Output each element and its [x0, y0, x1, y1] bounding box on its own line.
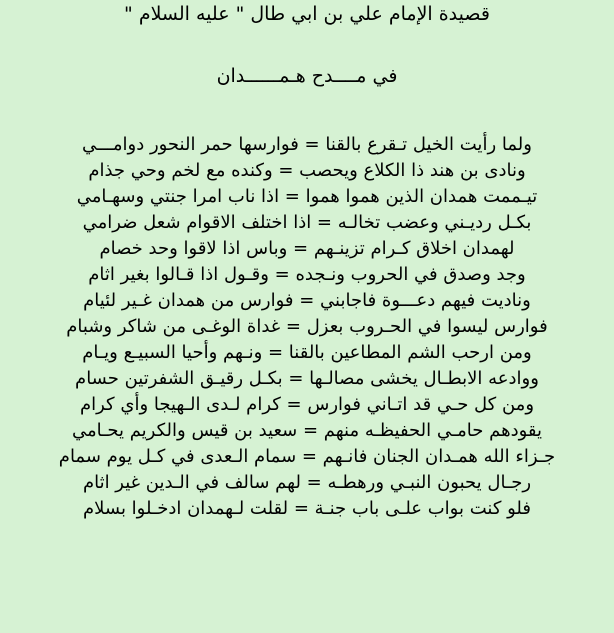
verse-line: يقودهم حامـي الحفيظـه منهم = سعيد بن قيس والكريم يحـامي [71, 420, 543, 441]
verse-line: ولما رأيت الخيل تـقرع بالقنا = فوارسها حمر النحور دوامـــي [82, 134, 532, 155]
verse-line: ووادعه الابطـال يخشى مصالـها = بكـل رقيـق الشفرتين حسام [75, 368, 539, 389]
verse-line: ومن كل حـي قد اتـاني فوارس = كرام لـدى الـهيجا وأي كرام [79, 394, 535, 415]
verse-line: وناديت فيهم دعـــوة فاجابني = فوارس من همدان غـير لئيام [83, 290, 531, 311]
verse-line: بكـل رديـني وعضب تخالـه = اذا اختلف الاقوام شعل ضرامي [82, 212, 532, 233]
verse-line: ونادى بن هند ذا الكلاع ويحصب = وكنده مع لخم وحي جذام [88, 160, 526, 181]
verse-line: تيـممت همدان الذين هموا هموا = اذا ناب امرا جنتي وسهـامي [76, 186, 538, 207]
verse-line: جـزاء الله همـدان الجنان فانـهم = سمام الـعدى في كـل يوم سمام [58, 446, 556, 467]
verse-line: وجد وصدق في الحروب ونـجده = وقـول اذا قـالوا بغير اثام [88, 264, 526, 285]
poem-title: قصيدة الإمام علي بن ابي طال " عليه السلام " [124, 3, 490, 25]
verse-line: رجـال يحبون النبـي ورهطـه = لهم سالف في الـدين غير اثام [82, 472, 532, 493]
verse-line: ومن ارحب الشم المطاعين بالقنا = ونـهم وأحيا السبيـع ويـام [82, 342, 532, 363]
verse-line: فلو كنت بواب علـى باب جنـة = لقلت لـهمدان ادخـلوا بسلام [83, 498, 531, 519]
poem-verses [6, 132, 608, 522]
verse-line: لهمدان اخلاق كـرام تزينـهم = وباس اذا لاقوا وحد خصام [99, 238, 515, 259]
verse-line: فوارس ليسوا في الحـروب بعزل = غداة الوغـى من شاكر وشبام [66, 316, 548, 337]
poem-subtitle: في مــــدح هـمــــــدان [216, 65, 398, 87]
